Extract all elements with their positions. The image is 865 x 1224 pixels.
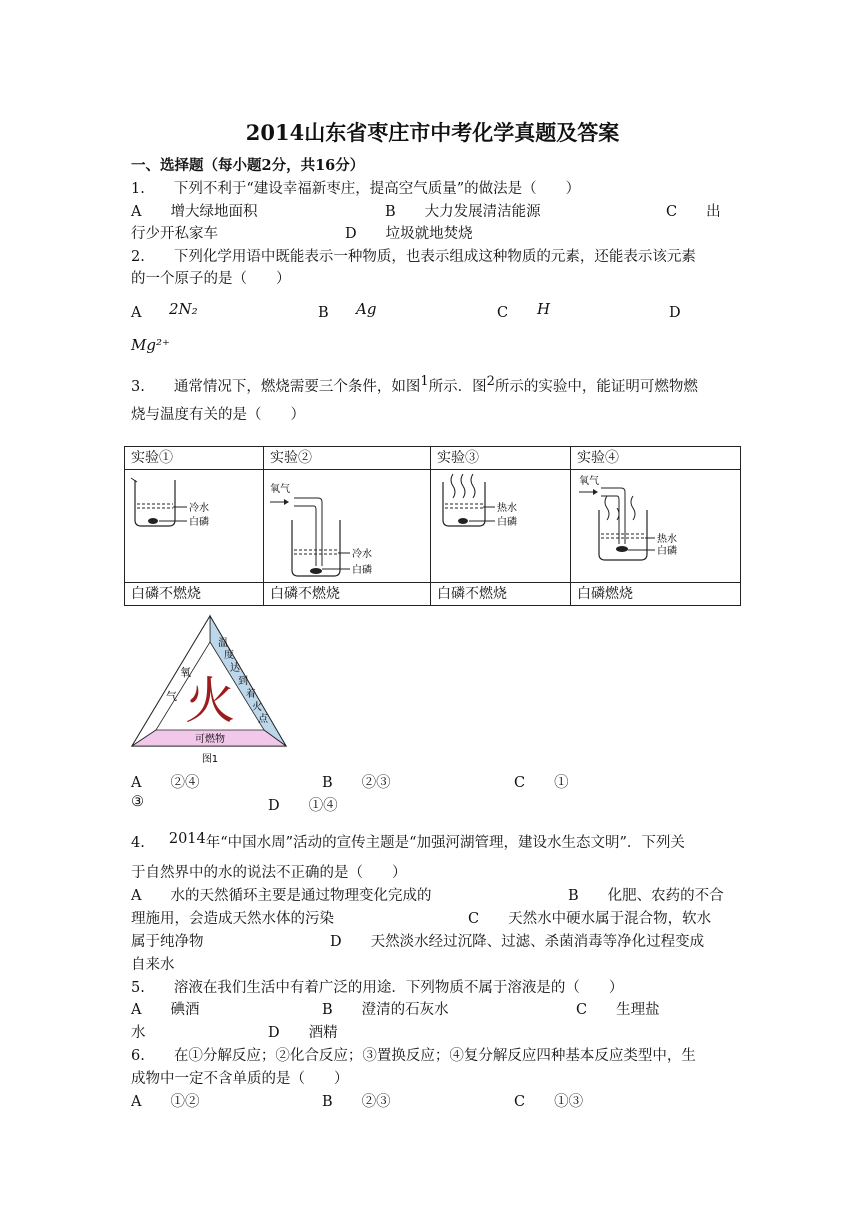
q4-option-c-cont: 属于纯净物 bbox=[131, 934, 204, 950]
section-heading: 一、选择题（每小题2分，共16分） bbox=[131, 157, 365, 174]
q1-option-d: D 垃圾就地焚烧 bbox=[345, 226, 473, 242]
q3-stem-line2: 烧与温度有关的是（ ） bbox=[131, 407, 305, 423]
q3-option-d: D ①④ bbox=[268, 798, 338, 814]
q2-option-b-value: Ag bbox=[356, 300, 377, 318]
q3-stem-line1: 3. 通常情况下，燃烧需要三个条件，如图1所示．图2所示的实验中，能证明可燃物燃 bbox=[131, 374, 698, 395]
q5-option-c: C 生理盐 bbox=[576, 1002, 660, 1018]
svg-text:着: 着 bbox=[246, 689, 256, 700]
q2-option-a-label: A bbox=[131, 305, 142, 321]
svg-text:白磷: 白磷 bbox=[352, 565, 372, 576]
q2-option-a-value: 2N₂ bbox=[169, 300, 198, 318]
exp3-figure bbox=[431, 470, 571, 583]
svg-text:温: 温 bbox=[218, 638, 228, 649]
exp3-header: 实验③ bbox=[431, 447, 571, 470]
q6-stem-line2: 成物中一定不含单质的是（ ） bbox=[131, 1071, 349, 1087]
q1-option-c: C 出 bbox=[666, 204, 721, 220]
fig1-caption: 图1 bbox=[201, 754, 219, 765]
svg-text:达: 达 bbox=[230, 663, 240, 674]
svg-text:度: 度 bbox=[224, 650, 234, 661]
page-title: 2014山东省枣庄市中考化学真题及答案 bbox=[245, 120, 620, 145]
fig1-fuel-label: 可燃物 bbox=[195, 734, 225, 745]
q2-stem-line2: 的一个原子的是（ ） bbox=[131, 271, 291, 287]
q3-option-b: B ②③ bbox=[322, 775, 391, 791]
q1-stem: 1. 下列不利于“建设幸福新枣庄，提高空气质量”的做法是（ ） bbox=[131, 181, 581, 197]
q6-option-c: C ①③ bbox=[514, 1094, 584, 1110]
q1-option-b: B 大力发展清洁能源 bbox=[385, 204, 541, 220]
q5-option-a: A 碘酒 bbox=[131, 1002, 200, 1018]
q1-option-a: A 增大绿地面积 bbox=[131, 204, 258, 220]
cold-water-label: 冷水 bbox=[189, 503, 209, 514]
exp4-result: 白磷燃烧 bbox=[571, 583, 741, 606]
exp4-figure bbox=[571, 470, 741, 583]
svg-text:冷水: 冷水 bbox=[352, 549, 372, 560]
q5-option-b: B 澄清的石灰水 bbox=[322, 1002, 449, 1018]
q2-option-c-label: C bbox=[497, 305, 509, 321]
exp4-header: 实验④ bbox=[571, 447, 741, 470]
q4-option-d: D 天然淡水经过沉降、过滤、杀菌消毒等净化过程变成 bbox=[330, 934, 705, 950]
q1-option-c-cont: 行少开私家车 bbox=[131, 226, 218, 242]
q2-option-d-value: Mg²⁺ bbox=[131, 336, 170, 354]
white-p-label: 白磷 bbox=[189, 517, 209, 528]
q4-option-d-cont: 自来水 bbox=[131, 957, 175, 973]
q4-option-a: A 水的天然循环主要是通过物理变化完成的 bbox=[131, 888, 432, 904]
q6-option-a: A ①② bbox=[131, 1094, 200, 1110]
q3-option-a: A ②④ bbox=[131, 775, 200, 791]
exp1-result: 白磷不燃烧 bbox=[125, 583, 264, 606]
svg-text:点: 点 bbox=[258, 714, 268, 725]
q2-option-b-label: B bbox=[318, 305, 329, 321]
exp1-header: 实验① bbox=[125, 447, 264, 470]
q2-stem-line1: 2. 下列化学用语中既能表示一种物质，也表示组成这种物质的元素，还能表示该元素 bbox=[131, 249, 696, 265]
fire-triangle-figure bbox=[128, 612, 292, 766]
fig1-fire-glyph: 火 bbox=[185, 672, 235, 730]
exp1-figure bbox=[125, 470, 264, 583]
svg-text:热水: 热水 bbox=[657, 534, 677, 545]
oxygen-label: 氧气 bbox=[270, 484, 290, 495]
q4-stem-line2: 于自然界中的水的说法不正确的是（ ） bbox=[131, 865, 407, 881]
exp3-result: 白磷不燃烧 bbox=[431, 583, 571, 606]
q4-stem-line1: 4. 2014年“中国水周”活动的宣传主题是“加强河湖管理，建设水生态文明”．下列关 bbox=[131, 831, 685, 851]
q2-option-d-label: D bbox=[669, 305, 681, 321]
svg-text:白磷: 白磷 bbox=[657, 546, 677, 557]
q4-option-b: B 化肥、农药的不合 bbox=[568, 888, 724, 904]
experiment-table bbox=[124, 446, 741, 606]
svg-text:到: 到 bbox=[238, 676, 248, 687]
exp2-result: 白磷不燃烧 bbox=[264, 583, 431, 606]
exp2-figure bbox=[264, 470, 431, 583]
fig1-side-oxygen-1: 氧 bbox=[180, 666, 191, 679]
svg-text:氧气: 氧气 bbox=[579, 476, 599, 487]
q3-option-c-cont: ③ bbox=[131, 794, 144, 810]
hot-water-label: 热水 bbox=[497, 503, 517, 514]
q5-stem: 5. 溶液在我们生活中有着广泛的用途．下列物质不属于溶液是的（ ） bbox=[131, 980, 624, 996]
svg-text:火: 火 bbox=[252, 702, 262, 713]
q6-option-b: B ②③ bbox=[322, 1094, 391, 1110]
q6-stem-line1: 6. 在①分解反应；②化合反应；③置换反应；④复分解反应四种基本反应类型中，生 bbox=[131, 1048, 696, 1064]
q4-option-c: C 天然水中硬水属于混合物，软水 bbox=[468, 911, 712, 927]
q5-option-c-cont: 水 bbox=[131, 1025, 146, 1041]
q5-option-d: D 酒精 bbox=[268, 1025, 338, 1041]
q2-option-c-value: H bbox=[537, 300, 551, 318]
svg-text:白磷: 白磷 bbox=[497, 517, 517, 528]
exp2-header: 实验② bbox=[264, 447, 431, 470]
fig1-side-oxygen-2: 气 bbox=[166, 690, 177, 703]
q4-option-b-cont: 理施用，会造成天然水体的污染 bbox=[131, 911, 334, 927]
q3-option-c: C ① bbox=[514, 775, 569, 791]
